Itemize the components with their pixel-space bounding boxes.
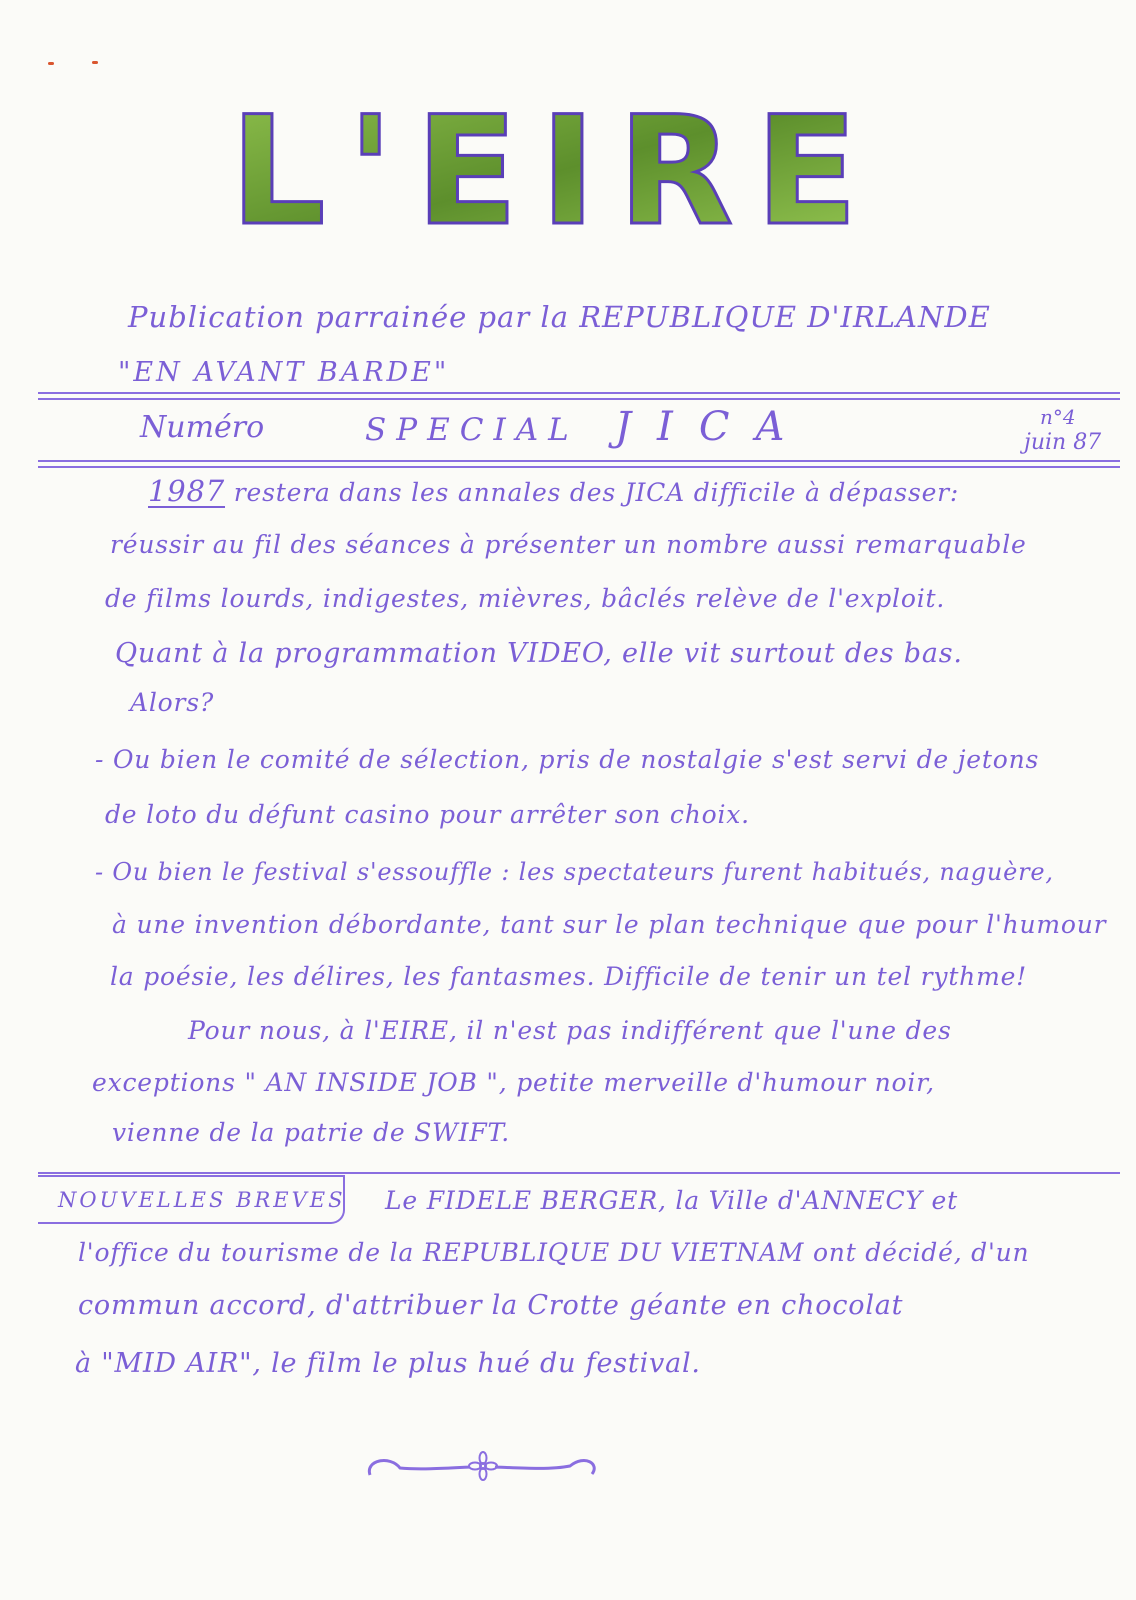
editorial-line: de loto du défunt casino pour arrêter son choix. xyxy=(105,800,750,829)
divider xyxy=(38,460,1120,462)
editorial-line1-text: restera dans les annales des JICA difficile à dépasser: xyxy=(233,478,960,507)
flourish-ornament xyxy=(360,1440,605,1490)
briefs-line: Le FIDELE BERGER, la Ville d'ANNECY et xyxy=(385,1186,958,1215)
editorial-line: de films lourds, indigestes, mièvres, bâclés relève de l'exploit. xyxy=(105,584,946,613)
divider xyxy=(38,392,1120,394)
editorial-line: - Ou bien le comité de sélection, pris de nostalgie s'est servi de jetons xyxy=(95,745,1040,774)
ink-speck xyxy=(48,62,54,65)
briefs-line: l'office du tourisme de la REPUBLIQUE DU VIETNAM ont décidé, d'un xyxy=(78,1238,1030,1267)
issue-event: JICA xyxy=(615,404,811,450)
editorial-line: Alors? xyxy=(130,688,215,717)
editorial-line xyxy=(148,474,959,508)
issue-date: juin 87 xyxy=(1024,430,1102,455)
issue-heading xyxy=(140,404,980,460)
editorial-line: la poésie, les délires, les fantasmes. Difficile de tenir un tel rythme! xyxy=(110,962,1028,991)
masthead-subtitle: Publication parrainée par la REPUBLIQUE D'IRLANDE xyxy=(128,300,991,334)
editorial-line: exceptions " AN INSIDE JOB ", petite merveille d'humour noir, xyxy=(92,1068,935,1097)
divider xyxy=(38,1172,1120,1174)
issue-number: n°4 xyxy=(1040,405,1076,429)
editorial-line: Pour nous, à l'EIRE, il n'est pas indifférent que l'une des xyxy=(188,1016,952,1045)
issue-label: Numéro xyxy=(140,410,265,445)
editorial-year: 1987 xyxy=(148,474,226,508)
issue-special: SPECIAL xyxy=(365,412,579,448)
masthead-title xyxy=(230,85,880,259)
editorial-line: à une invention débordante, tant sur le plan technique que pour l'humour xyxy=(112,910,1107,939)
briefs-label: NOUVELLES BREVES xyxy=(58,1188,346,1212)
briefs-line: commun accord, d'attribuer la Crotte géante en chocolat xyxy=(78,1290,904,1321)
masthead-motto: "EN AVANT BARDE" xyxy=(118,357,450,388)
editorial-line: réussir au fil des séances à présenter un nombre aussi remarquable xyxy=(110,530,1027,559)
divider xyxy=(38,466,1120,468)
title-lettering: L'EIRE xyxy=(230,85,880,259)
editorial-line: Quant à la programmation VIDEO, elle vit surtout des bas. xyxy=(115,638,963,669)
editorial-line: - Ou bien le festival s'essouffle : les spectateurs furent habitués, naguère, xyxy=(95,858,1054,886)
ink-speck xyxy=(92,61,98,64)
editorial-line: vienne de la patrie de SWIFT. xyxy=(112,1118,511,1147)
divider xyxy=(38,398,1120,400)
briefs-line: à "MID AIR", le film le plus hué du festival. xyxy=(75,1348,701,1379)
